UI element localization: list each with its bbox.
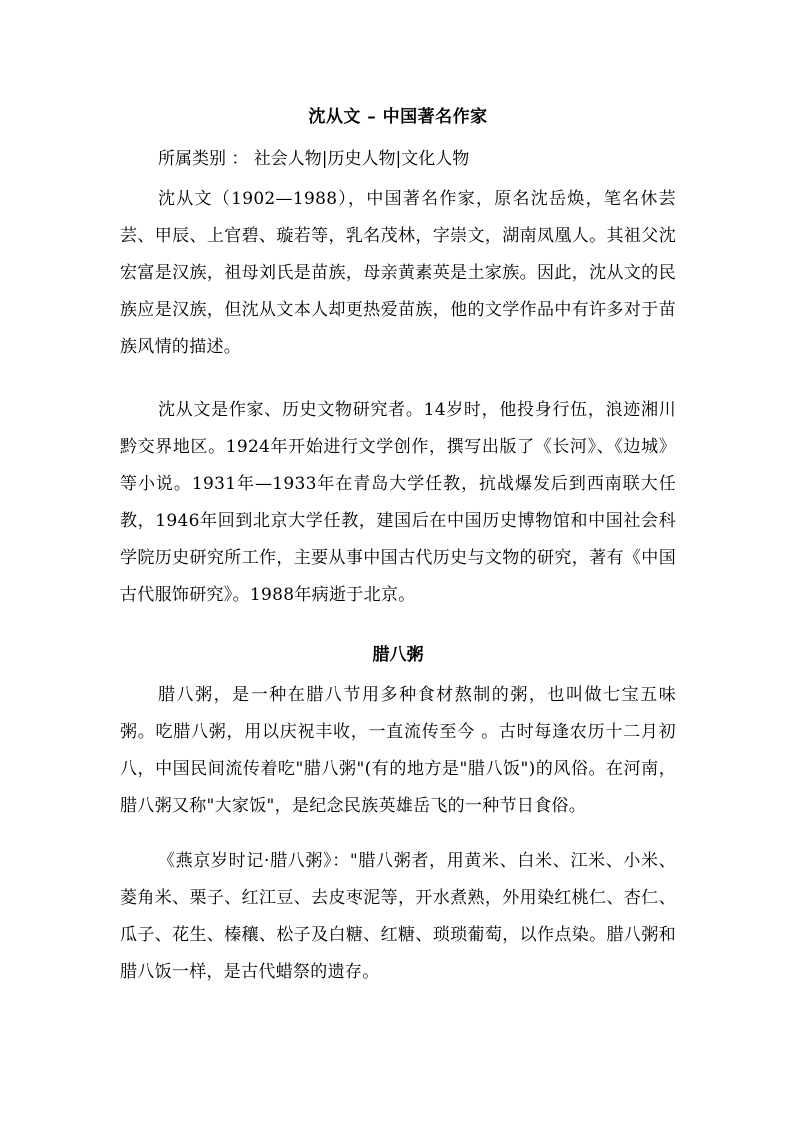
paragraph-laba-quote: 《燕京岁时记·腊八粥》："腊八粥者，用黄米、白米、江米、小米、菱角米、栗子、红江豆、去皮枣泥等，开水煮熟，外用染红桃仁、杏仁、瓜子、花生、榛穰、松子及白糖、红糖、琐琐葡萄，以作点染。腊八粥和腊八饭一样，是古代蜡祭的遗存。 — [120, 851, 676, 982]
category-line: 所属类别 ： 社会人物|历史人物|文化人物 — [158, 149, 470, 169]
paragraph-biography: 沈从文（1902—1988），中国著名作家，原名沈岳焕，笔名休芸芸、甲辰、上官碧、璇若等，乳名茂林，字崇文，湖南凤凰人。其祖父沈宏富是汉族，祖母刘氏是苗族，母亲黄素英是土家族。因此，沈从文的民族应是汉族，但沈从文本人却更热爱苗族，他的文学作品中有许多对于苗族风情的描述。 — [120, 189, 676, 357]
paragraph-laba-intro: 腊八粥，是一种在腊八节用多种食材熬制的粥，也叫做七宝五味粥。吃腊八粥，用以庆祝丰收，一直流传至今 。古时每逢农历十二月初八，中国民间流传着吃"腊八粥"(有的地方是"腊八饭")的风俗。在河南，腊八粥又称"大家饭"，是纪念民族英雄岳飞的一种节日食俗。 — [120, 685, 676, 816]
section-title: 腊八粥 — [372, 645, 424, 665]
paragraph-career: 沈从文是作家、历史文物研究者。14岁时，他投身行伍，浪迹湘川黔交界地区。1924年开始进行文学创作，撰写出版了《长河》、《边城》等小说。1931年—1933年在青岛大学任教，抗战爆发后到西南联大任教，1946年回到北京大学任教，建国后在中国历史博物馆和中国社会科学院历史研究所工作，主要从事中国古代历史与文物的研究，著有《中国古代服饰研究》。1988年病逝于北京。 — [120, 400, 676, 605]
document-title: 沈从文 – 中国著名作家 — [308, 107, 488, 127]
